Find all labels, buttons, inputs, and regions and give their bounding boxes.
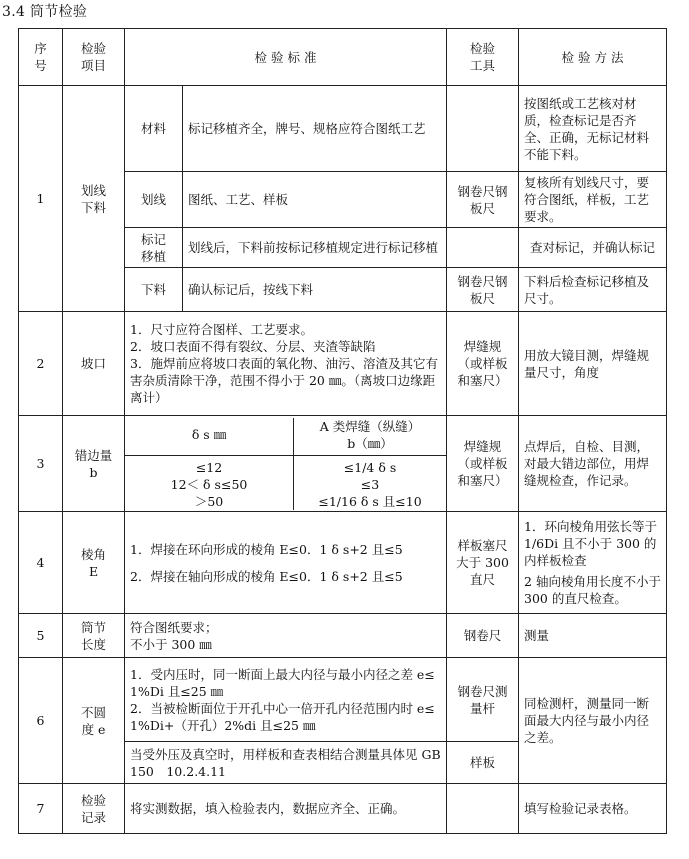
row-item: 不圆 度 e (63, 658, 125, 784)
method-cell: 测量 (519, 614, 667, 658)
method-cell: 下料后检查标记移植及尺寸。 (519, 268, 667, 312)
method-cell: 查对标记，并确认标记 (519, 228, 667, 268)
table-row (19, 416, 667, 512)
row-item: 筒节 长度 (63, 614, 125, 658)
row-item: 划线 下料 (63, 86, 125, 312)
row-number: 1 (19, 86, 63, 312)
row-number: 2 (19, 312, 63, 416)
standard-cell: 图纸、工艺、样板 (183, 172, 447, 228)
table-header-row (19, 29, 667, 86)
table-row (19, 312, 667, 416)
tool-cell (447, 86, 519, 172)
standard-cell: 划线后，下料前按标记移植规定进行标记移植 (183, 228, 447, 268)
table-row (19, 784, 667, 834)
row-number: 7 (19, 784, 63, 834)
weld-column-header: A 类焊缝（纵缝） b（㎜） (294, 418, 446, 456)
tool-cell: 样板塞尺大于 300 直尺 (447, 512, 519, 614)
row-item: 棱角 E (63, 512, 125, 614)
row-number: 6 (19, 658, 63, 784)
standard-cell: 1．焊接在环向形成的棱角 E≤0．1 δ s+2 且≤5 2．焊接在轴向形成的棱角 E≤0．1 δ s+2 且≤5 (125, 512, 447, 614)
standard-cell: 将实测数据，填入检验表内，数据应齐全、正确。 (125, 784, 447, 834)
header-tool: 检验 工具 (447, 29, 519, 86)
row-number: 3 (19, 416, 63, 512)
thickness-values: ≤12 12＜ δ s≤50 ＞50 (125, 455, 294, 510)
table-row (19, 512, 667, 614)
header-method: 检 验 方 法 (519, 29, 667, 86)
row-item: 错边量 b (63, 416, 125, 512)
header-standard: 检 验 标 准 (125, 29, 447, 86)
tool-cell: 样板 (447, 742, 519, 784)
table-row (19, 614, 667, 658)
standard-cell: 确认标记后，按线下料 (183, 268, 447, 312)
tool-cell: 钢卷尺 (447, 614, 519, 658)
header-no: 序 号 (19, 29, 63, 86)
misalignment-values: ≤1/4 δ s ≤3 ≤1/16 δ s 且≤10 (318, 459, 422, 509)
tool-cell (447, 228, 519, 268)
tool-cell: 钢卷尺钢板尺 (447, 172, 519, 228)
misalignment-subtable (125, 418, 446, 510)
header-item: 检验 项目 (63, 29, 125, 86)
standard-cell: 1．尺寸应符合图样、工艺要求。 2．坡口表面不得有裂纹、分层、夹渣等缺陷 3．施焊前应将坡口表面的氧化物、油污、溶渣及其它有害杂质清除干净，范围不得小于 20 ㎜。（离坡口边缘距离计） (125, 312, 447, 416)
row-number: 5 (19, 614, 63, 658)
standard-cell: 1．受内压时，同一断面上最大内径与最小内径之差 e≤1%Di 且≤25 ㎜ 2．当被检断面位于开孔中心一倍开孔内径范围内时 e≤1%Di+（开孔）2%di 且≤25 ㎜ (125, 658, 447, 742)
row-item: 检验 记录 (63, 784, 125, 834)
method-cell: 填写检验记录表格。 (519, 784, 667, 834)
sub-item: 下料 (125, 268, 183, 312)
method-cell: 用放大镜目测，焊缝规量尺寸，角度 (519, 312, 667, 416)
method-cell: 复核所有划线尺寸，要符合图纸，样板，工艺要求。 (519, 172, 667, 228)
row-item: 坡口 (63, 312, 125, 416)
method-cell: 点焊后，自检、目测，对最大错边部位，用焊缝规检查，作记录。 (519, 416, 667, 512)
tool-cell: 焊缝规（或样板和塞尺） (447, 416, 519, 512)
section-title: 3.4 筒节检验 (2, 4, 88, 20)
tool-cell (447, 784, 519, 834)
standard-cell: 符合图纸要求； 不小于 300 ㎜ (125, 614, 447, 658)
tool-cell: 钢卷尺测量杆 (447, 658, 519, 742)
inspection-table (18, 28, 667, 834)
sub-item: 材料 (125, 86, 183, 172)
method-cell: 按图纸或工艺核对材质，检查标记是否齐全、正确，无标记材料不能下料。 (519, 86, 667, 172)
standard-cell: 标记移植齐全，牌号、规格应符合图纸工艺 (183, 86, 447, 172)
method-cell: 同检测杆，测量同一断面最大内径与最小内径之差。 (519, 658, 667, 784)
thickness-column-header: δ s ㎜ (125, 418, 294, 456)
row-number: 4 (19, 512, 63, 614)
method-cell: 1．环向棱角用弦长等于1/6Di 且不小于 300 的内样板检查 2 轴向棱角用长度不小于 300 的直尺检查。 (519, 512, 667, 614)
table-row (19, 658, 667, 742)
sub-item: 划线 (125, 172, 183, 228)
tool-cell: 钢卷尺钢板尺 (447, 268, 519, 312)
standard-cell: 当受外压及真空时，用样板和查表相结合测量具体见 GB150 10.2.4.11 (125, 742, 447, 784)
table-row (19, 86, 667, 172)
tool-cell: 焊缝规（或样板和塞尺） (447, 312, 519, 416)
misalignment-subtable-cell (125, 416, 447, 512)
sub-item: 标记移植 (125, 228, 183, 268)
